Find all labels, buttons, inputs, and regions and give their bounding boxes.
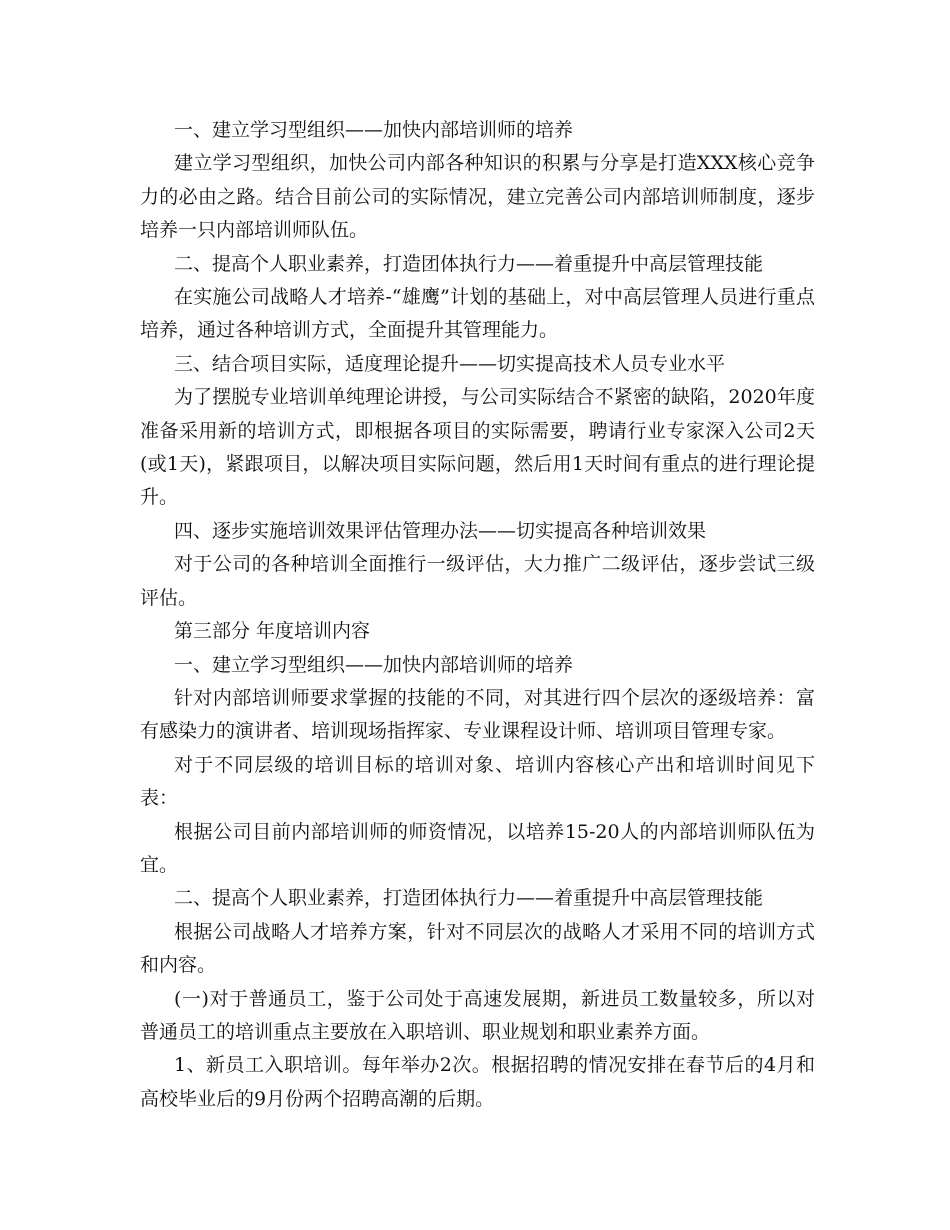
body-paragraph: 在实施公司战略人才培养-“雄鹰”计划的基础上，对中高层管理人员进行重点培养，通过各种培训方式，全面提升其管理能力。 bbox=[140, 286, 815, 342]
section-heading: 三、结合项目实际，适度理论提升——切实提高技术人员专业水平 bbox=[174, 352, 726, 375]
section-heading: 二、提高个人职业素养，打造团体执行力——着重提升中高层管理技能 bbox=[174, 887, 764, 910]
section-heading: 二、提高个人职业素养，打造团体执行力——着重提升中高层管理技能 bbox=[174, 252, 764, 275]
body-paragraph: (一)对于普通员工，鉴于公司处于高速发展期，新进员工数量较多，所以对普通员工的培训重点主要放在入职培训、职业规划和职业素养方面。 bbox=[140, 987, 815, 1043]
document-body bbox=[140, 114, 815, 1116]
body-paragraph: 对于不同层级的培训目标的培训对象、培训内容核心产出和培训时间见下表： bbox=[140, 753, 815, 810]
body-paragraph: 为了摆脱专业培训单纯理论讲授，与公司实际结合不紧密的缺陷，2020年度准备采用新的培训方式，即根据各项目的实际需要，聘请行业专家深入公司2天(或1天)，紧跟项目，以解决项目实际问题，然后用1天时间有重点的进行理论提升。 bbox=[140, 386, 815, 509]
body-paragraph: 针对内部培训师要求掌握的技能的不同，对其进行四个层次的逐级培养：富有感染力的演讲者、培训现场指挥家、专业课程设计师、培训项目管理专家。 bbox=[140, 686, 815, 743]
section-heading: 四、逐步实施培训效果评估管理办法——切实提高各种培训效果 bbox=[174, 519, 707, 542]
part-heading: 第三部分 年度培训内容 bbox=[174, 620, 371, 643]
body-paragraph: 根据公司战略人才培养方案，针对不同层次的战略人才采用不同的培训方式和内容。 bbox=[140, 920, 815, 977]
body-paragraph: 建立学习型组织，加快公司内部各种知识的积累与分享是打造XXX核心竞争力的必由之路。结合目前公司的实际情况，建立完善公司内部培训师制度，逐步培养一只内部培训师队伍。 bbox=[140, 152, 815, 242]
body-paragraph: 1、新员工入职培训。每年举办2次。根据招聘的情况安排在春节后的4月和高校毕业后的9月份两个招聘高潮的后期。 bbox=[140, 1054, 815, 1110]
body-paragraph: 根据公司目前内部培训师的师资情况，以培养15-20人的内部培训师队伍为宜。 bbox=[140, 820, 815, 876]
section-heading: 一、建立学习型组织——加快内部培训师的培养 bbox=[174, 119, 574, 141]
section-heading: 一、建立学习型组织——加快内部培训师的培养 bbox=[174, 653, 574, 676]
body-paragraph: 对于公司的各种培训全面推行一级评估，大力推广二级评估，逐步尝试三级评估。 bbox=[140, 553, 815, 609]
